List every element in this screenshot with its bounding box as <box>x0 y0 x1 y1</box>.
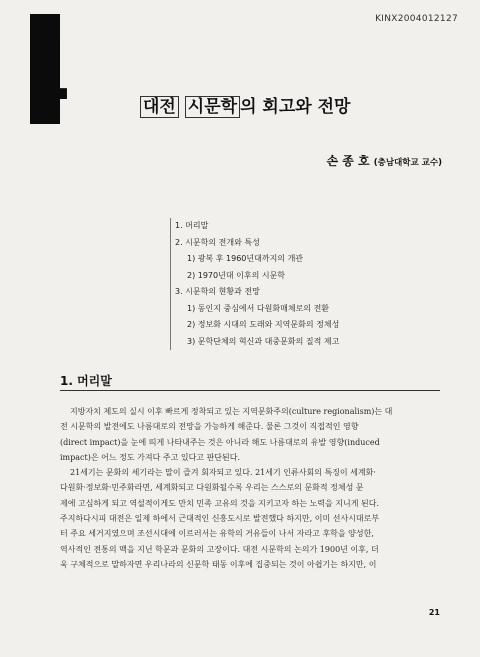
section-heading: 1. 머리말 <box>60 374 112 388</box>
text-line: 다원화·정보화·민주화라면, 세계화되고 다원화될수록 우리는 스스로의 문화적 정체성 문 <box>60 483 364 493</box>
title-part-1: 대전 <box>140 96 179 118</box>
text-line: 지방자치 제도의 실시 이후 빠르게 정착되고 있는 지역문화주의(culture regionalism)는 대 <box>70 407 393 416</box>
toc-item: 3. 시문학의 현황과 전망 <box>175 287 260 296</box>
author-name: 손 종 호 <box>326 154 370 168</box>
paragraph <box>60 465 440 572</box>
text-line: 역사적인 전통의 맥을 지닌 학문과 문화의 고장이다. 대전 시문학의 논의가 1900년 이후, 더 <box>60 544 379 554</box>
text-line: 주지하다시피 대전은 일제 하에서 근대적인 신흥도시로 발전했다 하지만, 이미 선사시대로부 <box>60 514 380 524</box>
text-line: impact)은 어느 정도 가져다 주고 있다고 판단된다. <box>60 452 241 462</box>
toc-subitem: 1) 광복 후 1960년대까지의 개관 <box>187 254 304 263</box>
toc-item: 1. 머리말 <box>175 221 209 230</box>
page-title <box>140 92 350 117</box>
author-line <box>326 152 442 169</box>
body-text <box>60 404 440 572</box>
toc-subitem: 1) 동인지 중심에서 다원화매체로의 전환 <box>187 303 330 313</box>
text-line: (direct impact)을 눈에 띄게 나타내주는 것은 아니라 해도 나름대로의 유발 영향(induced <box>60 437 380 447</box>
text-line: 제에 고심하게 되고 역설적이게도 만치 민족 고유의 것을 지키고자 하는 노력을 지니게 된다. <box>60 498 379 508</box>
text-line: 터 주요 세거지였으며 조선시대에 이르러서는 유학의 거유들이 나서 자라고 후학을 양성한, <box>60 529 374 539</box>
section-divider <box>60 390 440 391</box>
toc-subitem: 3) 문학단체의 혁신과 대중문화의 질적 제고 <box>187 336 340 346</box>
text-line: 21세기는 문화의 세기라는 말이 즐겨 회자되고 있다. 21세기 인류사회의 특징이 세계화· <box>70 468 376 478</box>
toc-subitem: 2) 1970년대 이후의 시문학 <box>187 270 286 280</box>
paragraph <box>60 404 440 465</box>
title-part-2: 시문학 <box>185 96 240 118</box>
author-affiliation: (충남대학교 교수) <box>373 158 442 168</box>
chapter-number: 1 <box>38 21 71 119</box>
text-line: 전 시문학의 발전에도 나름대로의 전망을 가능하게 해준다. 물론 그것이 직접적인 영향 <box>60 422 359 432</box>
document-id: KINX2004012127 <box>375 14 458 24</box>
text-line: 욱 구체적으로 말하자면 우리나라의 신문학 태동 이후에 집중되는 것이 아쉽기는 하지만, 이 <box>60 559 377 569</box>
toc-subitem: 2) 정보화 시대의 도래와 지역문화의 정체성 <box>187 320 340 329</box>
page-number: 21 <box>428 608 440 617</box>
table-of-contents <box>170 218 339 350</box>
toc-item: 2. 시문학의 전개와 특성 <box>175 237 260 247</box>
title-part-3: 의 회고와 전망 <box>240 97 351 117</box>
